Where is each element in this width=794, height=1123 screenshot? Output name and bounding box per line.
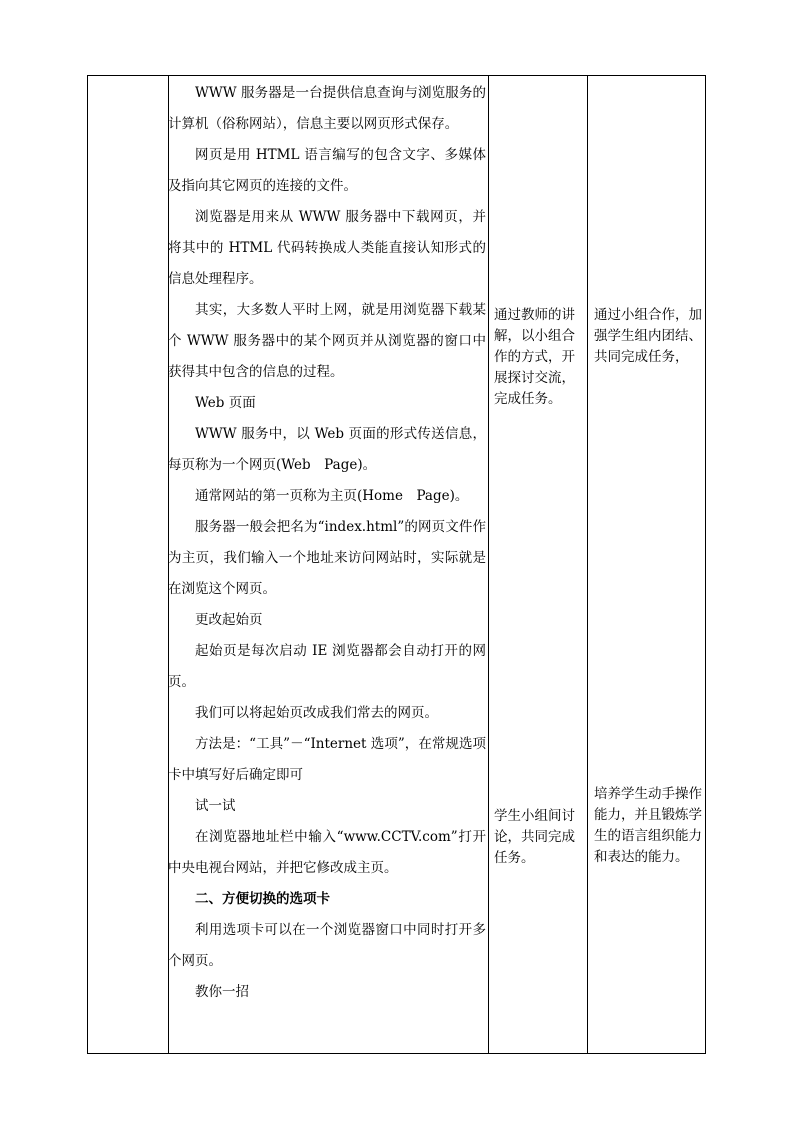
paragraph-index-html: 服务器一般会把名为“index.html”的网页文件作为主页，我们输入一个地址来访问网站时，实际就是在浏览这个网页。 [168, 519, 486, 597]
paragraph-start-page-definition: 起始页是每次启动 IE 浏览器都会自动打开的网页。 [168, 643, 486, 690]
design-intent-2: 培养学生动手操作能力，并且锻炼学生的语言组织能力和表达的能力。 [594, 786, 702, 865]
paragraph-home-page: 通常网站的第一页称为主页(Home Page)。 [195, 488, 469, 504]
heading-web-page: Web 页面 [195, 395, 256, 411]
design-intent-1: 通过小组合作，加强学生组内团结、共同完成任务， [594, 307, 702, 365]
heading-tabs-section: 二、方便切换的选项卡 [195, 891, 330, 907]
column-divider-2 [488, 76, 489, 1053]
paragraph-web-page-transfer: WWW 服务中，以 Web 页面的形式传送信息，每页称为一个网页(Web Page)。 [168, 426, 486, 473]
paragraph-method: 方法是：“工具”－“Internet 选项”，在常规选项卡中填写好后确定即可 [168, 736, 486, 783]
student-activity-2: 学生小组间讨论，共同完成任务。 [494, 808, 575, 866]
paragraph-browser-definition: 浏览器是用来从 WWW 服务器中下载网页，并将其中的 HTML 代码转换成人类能直接认知形式的信息处理程序。 [168, 209, 486, 287]
column-divider-3 [587, 76, 588, 1053]
paragraph-change-start-page: 我们可以将起始页改成我们常去的网页。 [195, 705, 438, 721]
heading-change-start-page: 更改起始页 [195, 612, 263, 628]
heading-try-it: 试一试 [195, 798, 236, 814]
teaching-content-cell [168, 78, 486, 1008]
paragraph-try-cctv: 在浏览器地址栏中输入“www.CCTV.com”打开中央电视台网站，并把它修改成主页。 [168, 829, 486, 876]
paragraph-surfing-explained: 其实，大多数人平时上网，就是用浏览器下载某个 WWW 服务器中的某个网页并从浏览器的窗口中获得其中包含的信息的过程。 [168, 302, 486, 380]
student-activity-1: 通过教师的讲解，以小组合作的方式，开展探讨交流，完成任务。 [494, 307, 575, 407]
paragraph-www-server: WWW 服务器是一台提供信息查询与浏览服务的计算机（俗称网站），信息主要以网页形式保存。 [168, 85, 486, 132]
heading-teach-you-a-trick: 教你一招 [195, 984, 249, 1000]
paragraph-tabs-usage: 利用选项卡可以在一个浏览器窗口中同时打开多个网页。 [168, 922, 486, 969]
paragraph-webpage-definition: 网页是用 HTML 语言编写的包含文字、多媒体及指向其它网页的连接的文件。 [168, 147, 486, 194]
